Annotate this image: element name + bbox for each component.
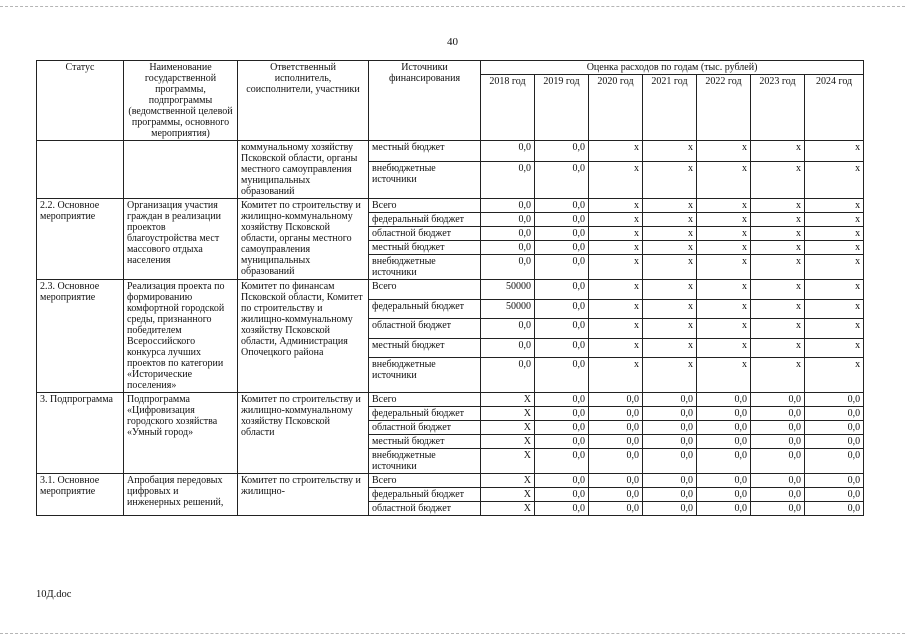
year-value: 50000 xyxy=(481,299,535,319)
year-value: 0,0 xyxy=(751,435,805,449)
funding-source: федеральный бюджет xyxy=(369,407,481,421)
year-value: x xyxy=(805,299,864,319)
year-value: x xyxy=(643,255,697,280)
year-value: 0,0 xyxy=(751,502,805,516)
funding-source: местный бюджет xyxy=(369,338,481,358)
year-value: x xyxy=(805,141,864,162)
year-value: 0,0 xyxy=(643,435,697,449)
funding-source: внебюджетные источники xyxy=(369,358,481,393)
block-executor: коммунальному хозяйству Псковской области, органы местного самоуправления муниципальных образований xyxy=(238,141,369,199)
year-value: 0,0 xyxy=(697,474,751,488)
year-value: 0,0 xyxy=(805,449,864,474)
year-value: x xyxy=(643,241,697,255)
year-value: 0,0 xyxy=(535,338,589,358)
funding-source: внебюджетные источники xyxy=(369,161,481,198)
year-value: x xyxy=(805,319,864,339)
year-value: 0,0 xyxy=(589,421,643,435)
block-executor: Комитет по строительству и жилищно-коммунальному хозяйству Псковской области, органы местного самоуправления муниципальных образований xyxy=(238,199,369,280)
header-status: Статус xyxy=(37,61,124,141)
year-value: x xyxy=(589,280,643,300)
year-value: 0,0 xyxy=(535,488,589,502)
year-value: 0,0 xyxy=(643,421,697,435)
year-value: x xyxy=(805,338,864,358)
year-value: 0,0 xyxy=(751,488,805,502)
table-row xyxy=(37,141,864,162)
year-value: x xyxy=(751,227,805,241)
year-value: x xyxy=(751,299,805,319)
funding-source: федеральный бюджет xyxy=(369,213,481,227)
year-value: x xyxy=(589,358,643,393)
funding-source: Всего xyxy=(369,393,481,407)
funding-source: областной бюджет xyxy=(369,421,481,435)
header-source: Источники финансирования xyxy=(369,61,481,141)
header-costs: Оценка расходов по годам (тыс. рублей) xyxy=(481,61,864,75)
block-status: 3. Подпрограмма xyxy=(37,393,124,474)
header-year: 2023 год xyxy=(751,75,805,141)
year-value: x xyxy=(805,199,864,213)
table-row xyxy=(37,393,864,407)
funding-source: местный бюджет xyxy=(369,241,481,255)
block-name: Подпрограмма «Цифровизация городского хозяйства «Умный город» xyxy=(124,393,238,474)
year-value: 0,0 xyxy=(481,199,535,213)
block-executor: Комитет по строительству и жилищно- xyxy=(238,474,369,516)
scan-bottom-edge xyxy=(0,633,905,634)
year-value: 0,0 xyxy=(805,474,864,488)
year-value: x xyxy=(697,255,751,280)
year-value: 0,0 xyxy=(535,299,589,319)
year-value: 0,0 xyxy=(481,141,535,162)
funding-source: Всего xyxy=(369,199,481,213)
year-value: 0,0 xyxy=(481,227,535,241)
year-value: x xyxy=(697,358,751,393)
year-value: 0,0 xyxy=(643,393,697,407)
year-value: 0,0 xyxy=(589,488,643,502)
year-value: x xyxy=(697,319,751,339)
year-value: 0,0 xyxy=(535,141,589,162)
year-value: 0,0 xyxy=(481,255,535,280)
year-value: X xyxy=(481,421,535,435)
block-executor: Комитет по строительству и жилищно-коммунальному хозяйству Псковской области xyxy=(238,393,369,474)
header-year: 2018 год xyxy=(481,75,535,141)
header-year: 2024 год xyxy=(805,75,864,141)
year-value: 0,0 xyxy=(535,407,589,421)
year-value: 0,0 xyxy=(535,474,589,488)
year-value: 0,0 xyxy=(481,161,535,198)
block-name: Реализация проекта по формированию комфортной городской среды, признанного победителем Всероссийского конкурса лучших проектов по категории «Исторические поселения» xyxy=(124,280,238,393)
year-value: x xyxy=(697,227,751,241)
year-value: 0,0 xyxy=(535,213,589,227)
year-value: x xyxy=(643,338,697,358)
year-value: 0,0 xyxy=(535,449,589,474)
funding-source: местный бюджет xyxy=(369,141,481,162)
year-value: 0,0 xyxy=(535,227,589,241)
block-status: 2.3. Основное мероприятие xyxy=(37,280,124,393)
year-value: 0,0 xyxy=(535,435,589,449)
year-value: 0,0 xyxy=(697,488,751,502)
year-value: x xyxy=(805,241,864,255)
year-value: x xyxy=(589,227,643,241)
year-value: 0,0 xyxy=(805,421,864,435)
year-value: x xyxy=(751,280,805,300)
year-value: 0,0 xyxy=(589,393,643,407)
year-value: x xyxy=(643,319,697,339)
year-value: 0,0 xyxy=(643,488,697,502)
block-executor: Комитет по финансам Псковской области, Комитет по строительству и жилищно-коммунальному хозяйству Псковской области, Администрация Опочецкого района xyxy=(238,280,369,393)
block-status: 2.2. Основное мероприятие xyxy=(37,199,124,280)
year-value: 0,0 xyxy=(643,502,697,516)
year-value: 0,0 xyxy=(535,393,589,407)
funding-source: областной бюджет xyxy=(369,227,481,241)
year-value: 0,0 xyxy=(535,280,589,300)
block-name xyxy=(124,141,238,199)
year-value: x xyxy=(751,358,805,393)
year-value: x xyxy=(589,319,643,339)
year-value: X xyxy=(481,449,535,474)
year-value: 0,0 xyxy=(535,161,589,198)
funding-source: местный бюджет xyxy=(369,435,481,449)
year-value: 0,0 xyxy=(697,449,751,474)
header-executor: Ответственный исполнитель, соисполнители, участники xyxy=(238,61,369,141)
budget-table xyxy=(36,60,864,516)
year-value: x xyxy=(643,199,697,213)
year-value: 0,0 xyxy=(751,407,805,421)
year-value: 0,0 xyxy=(697,435,751,449)
year-value: x xyxy=(751,161,805,198)
year-value: 0,0 xyxy=(751,393,805,407)
page-number: 40 xyxy=(447,36,458,48)
year-value: x xyxy=(805,358,864,393)
block-name: Организация участия граждан в реализации проектов благоустройства мест массового отдыха населения xyxy=(124,199,238,280)
year-value: x xyxy=(697,213,751,227)
table-row xyxy=(37,474,864,488)
year-value: 0,0 xyxy=(589,407,643,421)
footer-filename: 10Д.doc xyxy=(36,589,72,600)
header-year: 2020 год xyxy=(589,75,643,141)
year-value: X xyxy=(481,488,535,502)
header-row-1 xyxy=(37,61,864,75)
year-value: 0,0 xyxy=(643,407,697,421)
year-value: x xyxy=(589,141,643,162)
funding-source: Всего xyxy=(369,280,481,300)
year-value: 0,0 xyxy=(805,502,864,516)
year-value: x xyxy=(805,280,864,300)
year-value: x xyxy=(697,338,751,358)
year-value: 0,0 xyxy=(697,502,751,516)
year-value: X xyxy=(481,407,535,421)
year-value: 0,0 xyxy=(805,435,864,449)
year-value: 0,0 xyxy=(589,502,643,516)
year-value: x xyxy=(697,299,751,319)
year-value: 0,0 xyxy=(481,241,535,255)
year-value: x xyxy=(751,141,805,162)
year-value: 50000 xyxy=(481,280,535,300)
year-value: x xyxy=(589,241,643,255)
year-value: 0,0 xyxy=(535,255,589,280)
year-value: 0,0 xyxy=(805,393,864,407)
year-value: x xyxy=(697,141,751,162)
year-value: x xyxy=(751,338,805,358)
year-value: 0,0 xyxy=(751,449,805,474)
year-value: 0,0 xyxy=(643,474,697,488)
year-value: 0,0 xyxy=(535,319,589,339)
year-value: X xyxy=(481,502,535,516)
year-value: X xyxy=(481,474,535,488)
year-value: x xyxy=(697,161,751,198)
year-value: x xyxy=(643,280,697,300)
year-value: x xyxy=(643,161,697,198)
header-year: 2021 год xyxy=(643,75,697,141)
year-value: 0,0 xyxy=(697,421,751,435)
year-value: 0,0 xyxy=(805,407,864,421)
year-value: 0,0 xyxy=(481,338,535,358)
year-value: 0,0 xyxy=(535,358,589,393)
header-name: Наименование государственной программы, подпрограммы (ведомственной целевой программы, основного мероприятия) xyxy=(124,61,238,141)
table-row xyxy=(37,199,864,213)
year-value: 0,0 xyxy=(481,358,535,393)
year-value: 0,0 xyxy=(643,449,697,474)
year-value: 0,0 xyxy=(589,435,643,449)
year-value: x xyxy=(589,199,643,213)
year-value: x xyxy=(751,199,805,213)
year-value: x xyxy=(751,241,805,255)
year-value: x xyxy=(589,338,643,358)
year-value: x xyxy=(589,213,643,227)
year-value: 0,0 xyxy=(589,474,643,488)
block-status: 3.1. Основное мероприятие xyxy=(37,474,124,516)
funding-source: Всего xyxy=(369,474,481,488)
year-value: 0,0 xyxy=(535,502,589,516)
year-value: 0,0 xyxy=(751,474,805,488)
year-value: 0,0 xyxy=(481,213,535,227)
header-year: 2022 год xyxy=(697,75,751,141)
funding-source: внебюджетные источники xyxy=(369,449,481,474)
funding-source: федеральный бюджет xyxy=(369,299,481,319)
year-value: X xyxy=(481,435,535,449)
year-value: x xyxy=(697,280,751,300)
year-value: 0,0 xyxy=(697,393,751,407)
year-value: x xyxy=(805,213,864,227)
year-value: x xyxy=(643,141,697,162)
year-value: x xyxy=(643,299,697,319)
scan-top-edge xyxy=(0,6,905,7)
year-value: x xyxy=(805,227,864,241)
funding-source: областной бюджет xyxy=(369,502,481,516)
year-value: x xyxy=(697,199,751,213)
year-value: 0,0 xyxy=(481,319,535,339)
funding-source: федеральный бюджет xyxy=(369,488,481,502)
year-value: 0,0 xyxy=(535,199,589,213)
year-value: x xyxy=(589,161,643,198)
block-status xyxy=(37,141,124,199)
funding-source: областной бюджет xyxy=(369,319,481,339)
year-value: X xyxy=(481,393,535,407)
year-value: x xyxy=(589,255,643,280)
year-value: 0,0 xyxy=(697,407,751,421)
year-value: 0,0 xyxy=(805,488,864,502)
year-value: x xyxy=(643,227,697,241)
year-value: x xyxy=(589,299,643,319)
year-value: x xyxy=(751,255,805,280)
year-value: x xyxy=(751,319,805,339)
year-value: 0,0 xyxy=(589,449,643,474)
year-value: 0,0 xyxy=(751,421,805,435)
year-value: x xyxy=(697,241,751,255)
year-value: x xyxy=(643,358,697,393)
year-value: 0,0 xyxy=(535,241,589,255)
table-row xyxy=(37,280,864,300)
year-value: x xyxy=(805,255,864,280)
block-name: Апробация передовых цифровых и инженерных решений, xyxy=(124,474,238,516)
year-value: x xyxy=(805,161,864,198)
year-value: 0,0 xyxy=(535,421,589,435)
header-year: 2019 год xyxy=(535,75,589,141)
year-value: x xyxy=(643,213,697,227)
year-value: x xyxy=(751,213,805,227)
funding-source: внебюджетные источники xyxy=(369,255,481,280)
